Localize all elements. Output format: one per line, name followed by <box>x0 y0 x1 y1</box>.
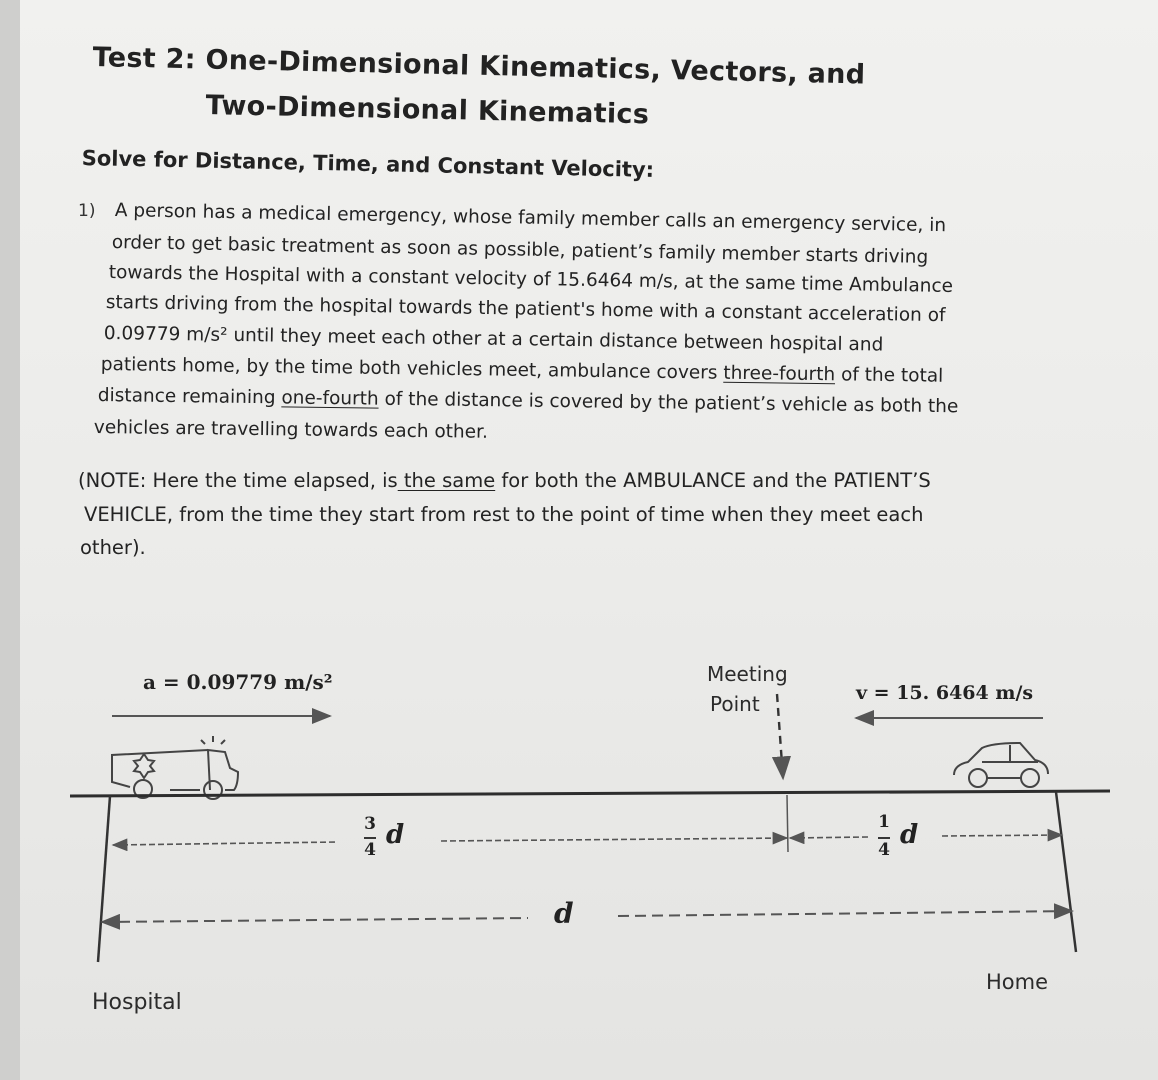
question-line: towards the Hospital with a constant velocity of 15.6464 m/s, at the same time Ambulance <box>108 262 954 297</box>
velocity-label: v = 15. 6464 m/s <box>856 682 1034 704</box>
note-line: VEHICLE, from the time they start from rest to the point of time when they meet each <box>84 503 924 526</box>
one-fourth-dimension-line <box>942 835 1062 836</box>
meeting-point-arrow <box>777 694 783 778</box>
total-distance-line <box>618 911 1072 916</box>
three-fourth-d-variable: d <box>386 820 405 850</box>
one-fourth-dimension-line <box>790 837 868 838</box>
hospital-marker-line <box>98 796 110 962</box>
meeting-tick <box>787 795 788 852</box>
home-marker-line <box>1056 792 1076 952</box>
hospital-label: Hospital <box>92 990 182 1015</box>
question-number: 1) <box>78 201 96 221</box>
meeting-point-label: Meeting <box>707 662 788 686</box>
question-line: starts driving from the hospital towards the patient's home with a constant acceleration of <box>105 292 946 327</box>
note-line: other). <box>80 536 146 559</box>
test-title-line1: Test 2: One-Dimensional Kinematics, Vectors, and <box>92 42 866 91</box>
question-line: order to get basic treatment as soon as possible, patient’s family member starts driving <box>111 232 929 268</box>
question-line: A person has a medical emergency, whose family member calls an emergency service, in <box>114 200 947 237</box>
test-title-line2: Two-Dimensional Kinematics <box>205 90 650 131</box>
note-text: (NOTE: Here the time elapsed, is <box>78 469 398 492</box>
question-line-text: of the total <box>834 364 944 387</box>
note-text: for both the AMBULANCE and the PATIENT’S <box>495 469 931 492</box>
question-line-text: of the distance is covered by the patient’s vehicle as both the <box>378 388 959 418</box>
three-fourth-dimension-line <box>441 838 787 841</box>
one-fourth-emphasis: one-fourth <box>281 387 379 410</box>
car-icon <box>954 743 1048 787</box>
road-line <box>70 791 1110 796</box>
fraction-one-numerator: 1 <box>878 812 890 832</box>
ambulance-icon <box>112 736 238 799</box>
meeting-point-label: Point <box>710 692 760 716</box>
acceleration-label: a = 0.09779 m/s² <box>143 670 333 694</box>
question-line-text: distance remaining <box>97 385 282 409</box>
fraction-one-denominator: 4 <box>878 840 890 860</box>
question-line: vehicles are travelling towards each other. <box>93 417 489 443</box>
one-fourth-d-variable: d <box>900 820 919 850</box>
total-distance-line <box>102 918 528 922</box>
total-distance-variable: d <box>554 897 574 930</box>
three-fourth-dimension-line <box>113 842 338 845</box>
home-label: Home <box>986 970 1049 994</box>
section-heading: Solve for Distance, Time, and Constant Velocity: <box>81 146 655 182</box>
question-line-text: patients home, by the time both vehicles meet, ambulance covers <box>100 354 724 384</box>
three-fourth-emphasis: three-fourth <box>723 362 836 386</box>
fraction-three-numerator: 3 <box>364 814 376 834</box>
kinematics-diagram <box>20 0 1158 1080</box>
fraction-three-denominator: 4 <box>364 840 376 860</box>
same-emphasis: the same <box>397 469 496 492</box>
question-line: 0.09779 m/s² until they meet each other at a certain distance between hospital and <box>103 323 884 356</box>
worksheet-page <box>20 0 1158 1080</box>
